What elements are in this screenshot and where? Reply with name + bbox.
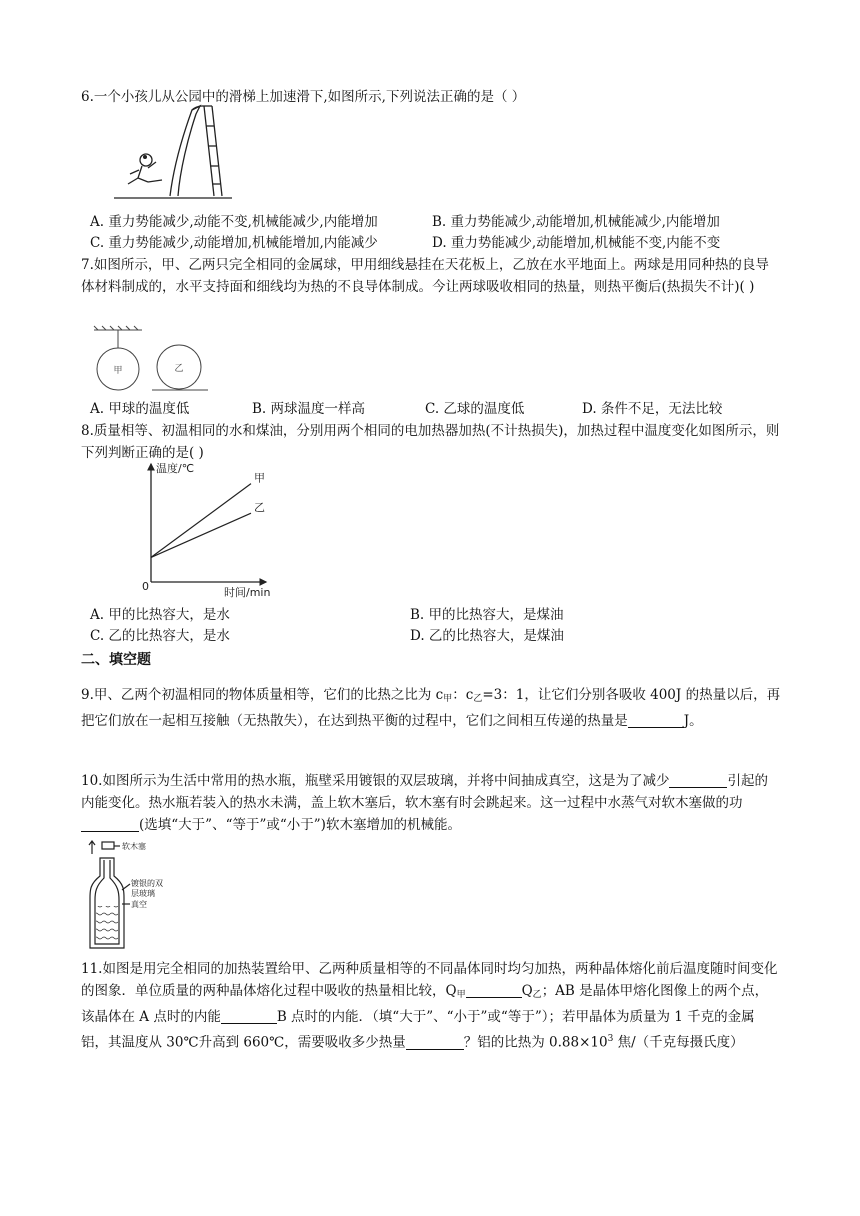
glass-label-line2: 层玻璃 [131,889,155,898]
q9-part3: =3：1，让它们分别各吸收 400J 的热量以后，再把它们放在一起相互接触（无热散失），在达到热平衡的过程中，它们之间相互传递的热量是 [81,687,781,729]
q11-answer-blank-1[interactable] [466,983,522,998]
section-heading: 二、填空题 [81,652,151,668]
q11-superscript: 3 [607,1034,614,1044]
series-label-2: 乙 [254,501,265,515]
q10-answer-blank-2[interactable] [81,817,139,832]
question-7-option-b: B. 两球温度一样高 [252,401,366,417]
q11-answer-blank-3[interactable] [406,1035,464,1050]
q9-part2: ：c [452,687,474,703]
series-line-1 [151,484,251,558]
question-6-option-a: A. 重力势能减少,动能不变,机械能减少,内能增加 [90,214,378,230]
q9-part1: 9.甲、乙两个初温相同的物体质量相等，它们的比热之比为 c [81,687,444,703]
q10-part2: 引起的内能变化。热水瓶若装入的热水未满，盖上软木塞后，软木塞有时会跳起来。这一过程中水蒸气对软木塞做的功 [81,773,768,811]
question-7-text: 7.如图所示，甲、乙两只完全相同的金属球，甲用细线悬挂在天花板上，乙放在水平地面上。两球是用同种热的良导体材料制成的，水平支持面和细线均为热的不良导体制成。今让两球吸收相同的热量，则热平衡后(热损失不计)( ) [81,257,769,295]
q9-sub-jia: 甲 [443,694,453,704]
q9-answer-blank[interactable] [628,713,684,728]
vacuum-label: 真空 [131,900,147,909]
question-10-text [81,770,781,836]
q11-part1: 11.如图是用完全相同的加热装置给甲、乙两种质量相等的不同晶体同时均匀加热，两种晶体熔化前后温度随时间变化的图象．单位质量的两种晶体熔化过程中吸收的热量相比较，Q [81,961,778,999]
q11-part3: ；AB 是晶体甲熔化图像上的两个点，该晶体在 A 点时的内能 [81,983,769,1025]
question-7-option-d: D. 条件不足，无法比较 [582,401,723,417]
question-7-option-a: A. 甲球的温度低 [90,401,190,417]
origin-label: 0 [142,580,149,593]
question-7-option-c: C. 乙球的温度低 [425,401,525,417]
temperature-time-chart [136,460,286,600]
question-8-text: 8.质量相等、初温相同的水和煤油，分别用两个相同的电加热器加热(不计热损失)，加热过程中温度变化如图所示，则下列判断正确的是( ) [81,423,780,461]
q10-part3: (选填“大于”、“等于”或“小于”)软木塞增加的机械能。 [139,817,461,833]
q11-part5: ？铝的比热为 0.88×10 [463,1034,608,1051]
q10-answer-blank-1[interactable] [669,773,727,788]
q11-part4: B 点时的内能．（填“大于”、“小于”或“等于”）；若甲晶体为质量为 1 千克的金属铝，其温度从 30℃升高到 660℃，需要吸收多少热量 [81,1009,755,1051]
question-8-option-c: C. 乙的比热容大，是水 [90,628,230,644]
q10-part1: 10.如图所示为生活中常用的热水瓶，瓶壁采用镀银的双层玻璃，并将中间抽成真空，这是为了减少 [81,773,670,789]
question-6-text: 6.一个小孩儿从公园中的滑梯上加速滑下,如图所示,下列说法正确的是（ ） [81,89,526,105]
two-balls-figure [88,322,218,394]
question-9-text [81,684,781,732]
q11-sub-yi: 乙 [532,990,542,1000]
ball-yi-label: 乙 [174,364,184,374]
question-8-option-a: A. 甲的比热容大，是水 [90,607,230,623]
x-axis-label: 时间/min [224,586,271,599]
q11-sub-jia: 甲 [456,990,466,1000]
q11-part2: Q [521,983,533,999]
question-8-option-b: B. 甲的比热容大，是煤油 [410,607,564,623]
glass-label-line1: 镀银的双 [131,879,163,888]
thermos-figure [86,838,176,954]
q9-sub-yi: 乙 [473,694,483,704]
question-11-text [81,958,781,1054]
y-axis-label: 温度/℃ [156,462,195,475]
question-6-option-c: C. 重力势能减少,动能增加,机械能增加,内能减少 [90,235,378,251]
q11-part6: 焦/（千克每摄氏度） [613,1034,744,1051]
series-label-1: 甲 [254,471,265,485]
question-6-option-b: B. 重力势能减少,动能增加,机械能减少,内能增加 [432,214,720,230]
question-6-option-d: D. 重力势能减少,动能增加,机械能不变,内能不变 [432,235,721,251]
q9-part4: J。 [683,713,703,729]
cork-label: 软木塞 [122,842,146,851]
slide-illustration [108,104,236,204]
ball-jia-label: 甲 [113,366,123,376]
q11-answer-blank-2[interactable] [221,1009,277,1024]
question-8-option-d: D. 乙的比热容大，是煤油 [410,628,564,644]
